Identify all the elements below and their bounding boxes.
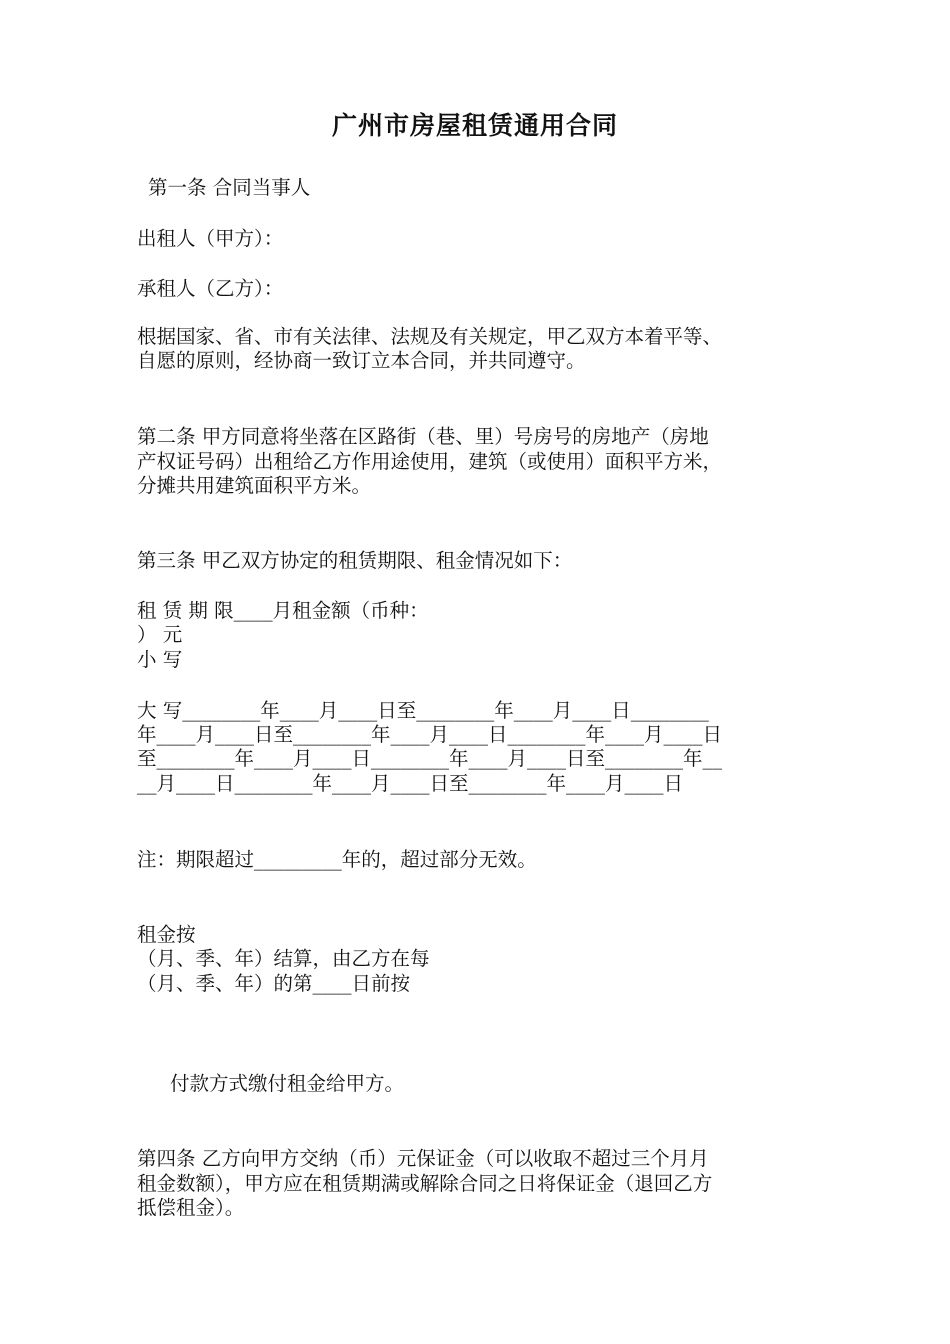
article2-line-2: 产权证号码）出租给乙方作用途使用，建筑（或使用）面积平方米， [137, 450, 723, 473]
payment-line-3: （月、季、年）的第____日前按 [137, 972, 411, 995]
payment-line-4: 付款方式缴付租金给甲方。 [170, 1072, 405, 1095]
period-line-2: 年____月____日至________年____月____日________年____月____日 [137, 723, 723, 746]
article2-line-3: 分摊共用建筑面积平方米。 [137, 474, 372, 497]
preamble-line-1: 根据国家、省、市有关法律、法规及有关规定，甲乙双方本着平等、 [137, 325, 723, 348]
article3-heading: 第三条 甲乙双方协定的租赁期限、租金情况如下： [137, 549, 573, 572]
article4-line-3: 抵偿租金）。 [137, 1196, 245, 1219]
lessee-label: 承租人（乙方）： [137, 277, 284, 300]
period-line-1: 大 写________年____月____日至________年____月____日________ [137, 699, 709, 722]
lessor-label: 出租人（甲方）： [137, 227, 284, 250]
rent-table-line-2: ） 元 [137, 623, 183, 646]
rent-table-line-3: 小 写 [137, 648, 183, 671]
preamble-line-2: 自愿的原则，经协商一致订立本合同，并共同遵守。 [137, 349, 586, 372]
period-line-3: 至________年____月____日________年____月____日至________年__ [137, 747, 722, 770]
term-note: 注：期限超过_________年的，超过部分无效。 [137, 848, 537, 871]
period-line-4: __月____日________年____月____日至________年____月____日 [137, 772, 684, 795]
article2-line-1: 第二条 甲方同意将坐落在区路街（巷、里）号房号的房地产（房地 [137, 425, 709, 448]
article1-heading: 第一条 合同当事人 [148, 176, 311, 199]
article4-line-2: 租金数额），甲方应在租赁期满或解除合同之日将保证金（退回乙方 [137, 1172, 713, 1195]
payment-line-1: 租金按 [137, 923, 196, 946]
document-title: 广州市房屋租赁通用合同 [331, 111, 618, 140]
article4-line-1: 第四条 乙方向甲方交纳（币）元保证金（可以收取不超过三个月月 [137, 1147, 709, 1170]
payment-line-2: （月、季、年）结算，由乙方在每 [137, 947, 430, 970]
rent-table-line-1: 租 赁 期 限____月租金额（币种： [137, 599, 429, 622]
